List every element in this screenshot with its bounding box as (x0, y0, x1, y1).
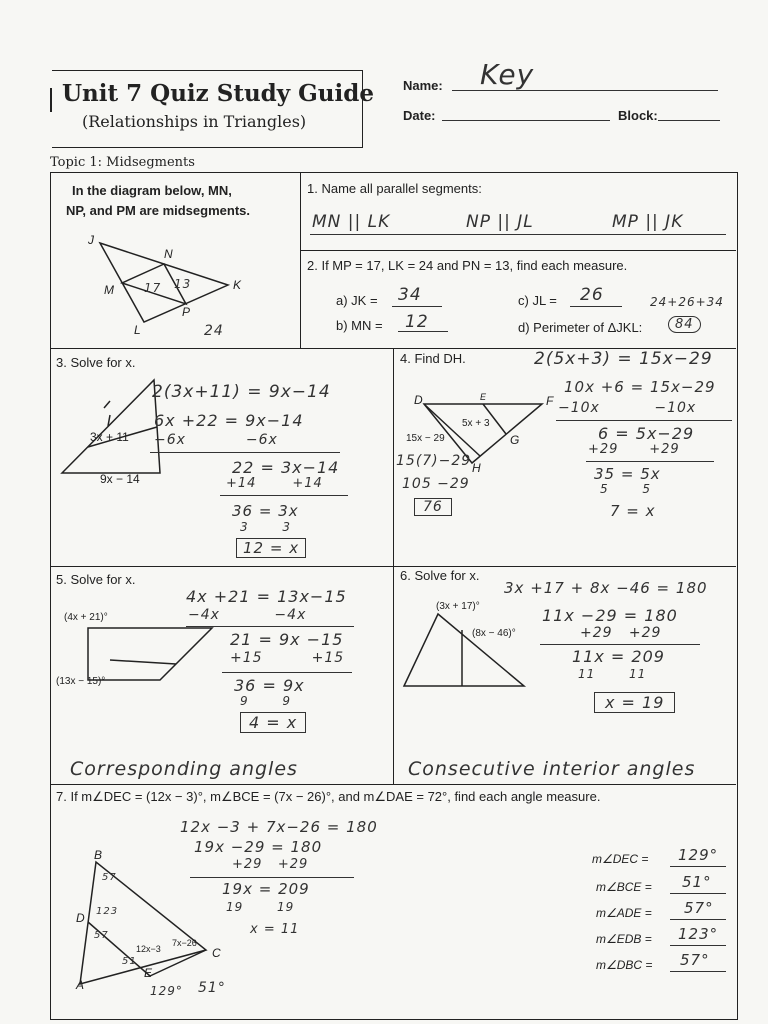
q7-answer-line-2 (670, 893, 726, 894)
q3-work-2: 6x +22 = 9x−14 (154, 411, 304, 430)
label-L: L (134, 323, 141, 337)
q3-work-4: 22 = 3x−14 (232, 458, 340, 477)
topic-heading: Topic 1: Midsegments (50, 155, 195, 170)
q2-d-value: 84 (668, 316, 701, 333)
q4-label-F: F (546, 394, 554, 408)
q4-work-left-1: 15(7)−29 (396, 453, 472, 469)
q5-work-5: 36 = 9x (234, 676, 305, 695)
q7-answer-label-4: m∠EDB = (596, 932, 652, 946)
name-value: Key (480, 58, 535, 91)
q7-answer-value-1: 129° (678, 846, 719, 864)
q1-text: 1. Name all parallel segments: (307, 181, 482, 196)
q1-answer-3: MP || JK (612, 212, 684, 232)
q7-answer-line-1 (670, 866, 726, 867)
q7-label-B: B (94, 848, 103, 862)
q4-work-2: 10x +6 = 15x−29 (564, 378, 716, 396)
q3-label-2: 9x − 14 (100, 472, 140, 486)
name-label: Name: (403, 78, 443, 93)
q4-label-E: E (480, 392, 487, 402)
q7-mark-123: 123 (96, 906, 119, 917)
q7-mark-51: 51 (122, 956, 137, 967)
q6-text: 6. Solve for x. (400, 568, 480, 583)
q3-work-1: 2(3x+11) = 9x−14 (152, 382, 331, 402)
q4-work-rule-2 (586, 461, 714, 462)
q7-answer-label-1: m∠DEC = (592, 852, 649, 866)
q2-a-label: a) JK = (336, 293, 378, 308)
q4-label-D: D (414, 393, 423, 407)
q4-answer: 76 (414, 498, 452, 516)
q6-work-rule-1 (540, 644, 700, 645)
q7-mark-51-deg: 51° (198, 980, 226, 996)
q2-a-line (392, 306, 442, 307)
q3-work-rule-1 (150, 452, 340, 453)
q3-answer: 12 = x (236, 538, 306, 558)
q5-work-3: 21 = 9x −15 (230, 630, 344, 649)
q7-work-3: +29 +29 (232, 857, 309, 872)
q2-c-label: c) JL = (518, 293, 557, 308)
label-13: 13 (174, 277, 192, 291)
q3-text: 3. Solve for x. (56, 355, 136, 370)
q7-label-7x26: 7x−26 (172, 938, 197, 948)
q4-work-1: 2(5x+3) = 15x−29 (534, 349, 713, 369)
q2-b-label: b) MN = (336, 318, 383, 333)
q7-label-D: D (76, 911, 85, 925)
label-J: J (88, 233, 94, 247)
label-M: M (104, 283, 114, 297)
q7-answer-value-2: 51° (682, 873, 712, 891)
q4-work-5: +29 +29 (588, 442, 680, 457)
q3-work-6: 36 = 3x (232, 502, 299, 520)
q4-work-4: 6 = 5x−29 (598, 424, 695, 443)
block-label: Block: (618, 108, 658, 123)
q5-work-1: 4x +21 = 13x−15 (186, 587, 347, 606)
page-title: Unit 7 Quiz Study Guide (62, 80, 374, 107)
q1-answer-2: NP || JL (466, 212, 534, 232)
q4-text: 4. Find DH. (400, 351, 466, 366)
q7-label-C: C (212, 946, 221, 960)
q4-work-7: 5 5 (600, 482, 651, 496)
q5-reason: Corresponding angles (70, 758, 298, 780)
label-P: P (182, 305, 191, 319)
q7-answer-value-5: 57° (680, 951, 710, 969)
q2-b-value: 12 (405, 312, 429, 332)
q1-answer-line (310, 234, 726, 235)
q3-work-7: 3 3 (240, 520, 291, 534)
diagram-intro-1: In the diagram below, MN, (72, 183, 232, 198)
q2-work: 24+26+34 (650, 295, 724, 309)
q7-work-2: 19x −29 = 180 (194, 838, 323, 856)
q5-label-1: (4x + 21)° (64, 612, 108, 623)
q2-c-value: 26 (580, 285, 604, 305)
q5-text: 5. Solve for x. (56, 572, 136, 587)
q4-work-rule-1 (556, 420, 732, 421)
q4-label-G: G (510, 433, 520, 447)
q4-label-15x29: 15x − 29 (406, 433, 445, 444)
q1-answer-1: MN || LK (312, 212, 391, 232)
q2-text: 2. If MP = 17, LK = 24 and PN = 13, find each measure. (307, 258, 628, 273)
q7-work-5: 19 19 (226, 900, 295, 914)
q7-label-12x3: 12x−3 (136, 944, 161, 954)
q2-d-label: d) Perimeter of ΔJKL: (518, 320, 643, 335)
q7-label-E: E (144, 966, 153, 980)
label-K: K (233, 278, 242, 292)
q6-work-4: 11x = 209 (572, 647, 665, 666)
q7-answer-value-4: 123° (678, 925, 719, 943)
q7-answer-label-3: m∠ADE = (596, 906, 652, 920)
q6-label-2: (8x − 46)° (472, 628, 516, 639)
diagram-intro-2: NP, and PM are midsegments. (66, 203, 250, 218)
q3-work-5: +14 +14 (226, 476, 323, 491)
date-label: Date: (403, 108, 436, 123)
q7-answer-label-2: m∠BCE = (596, 880, 652, 894)
q3-label-1: 3x + 11 (90, 430, 129, 444)
q5-work-rule-2 (222, 672, 352, 673)
page-subtitle: (Relationships in Triangles) (82, 112, 307, 131)
q6-answer: x = 19 (594, 692, 675, 713)
q5-answer: 4 = x (240, 712, 306, 733)
q6-work-1: 3x +17 + 8x −46 = 180 (504, 579, 708, 597)
q5-label-2: (13x − 15)° (56, 676, 106, 687)
q7-work-rule (190, 877, 354, 878)
label-17: 17 (144, 281, 162, 295)
q7-answer-value-3: 57° (684, 899, 714, 917)
q6-work-2: 11x −29 = 180 (542, 606, 678, 625)
q4-label-H: H (472, 461, 481, 475)
q4-work-6: 35 = 5x (594, 465, 661, 483)
q7-mark-57: 57 (94, 930, 109, 941)
q5-work-6: 9 9 (240, 694, 291, 708)
q7-label-A: A (76, 978, 85, 992)
q7-mark-129: 129° (150, 984, 183, 998)
q3-work-3: −6x −6x (154, 432, 278, 448)
q5-work-rule-1 (186, 626, 354, 627)
q7-work-4: 19x = 209 (222, 880, 310, 898)
label-24: 24 (204, 323, 224, 339)
q6-work-3: +29 +29 (580, 625, 662, 641)
q4-work-left-2: 105 −29 (402, 476, 470, 492)
q4-work-8: 7 = x (610, 502, 656, 520)
q7-text: 7. If m∠DEC = (12x − 3)°, m∠BCE = (7x − 26)°, and m∠DAE = 72°, find each angle measure. (56, 789, 601, 804)
q4-work-3: −10x −10x (558, 400, 697, 416)
q7-answer-label-5: m∠DBC = (596, 958, 653, 972)
q7-work-6: x = 11 (250, 922, 300, 937)
q5-work-2: −4x −4x (188, 607, 307, 623)
q2-c-line (570, 306, 622, 307)
q6-work-5: 11 11 (578, 667, 647, 681)
q5-work-4: +15 +15 (230, 650, 345, 666)
q6-reason: Consecutive interior angles (408, 758, 696, 780)
q7-answer-line-5 (670, 971, 726, 972)
q7-mark-57-top: 57 (102, 872, 117, 883)
q7-answer-line-3 (670, 919, 726, 920)
q3-work-rule-2 (220, 495, 348, 496)
q6-label-1: (3x + 17)° (436, 601, 480, 612)
q4-label-5x3: 5x + 3 (462, 418, 490, 429)
label-N: N (164, 247, 173, 261)
q7-work-1: 12x −3 + 7x−26 = 180 (180, 818, 378, 836)
q2-a-value: 34 (398, 285, 422, 305)
q7-answer-line-4 (670, 945, 726, 946)
